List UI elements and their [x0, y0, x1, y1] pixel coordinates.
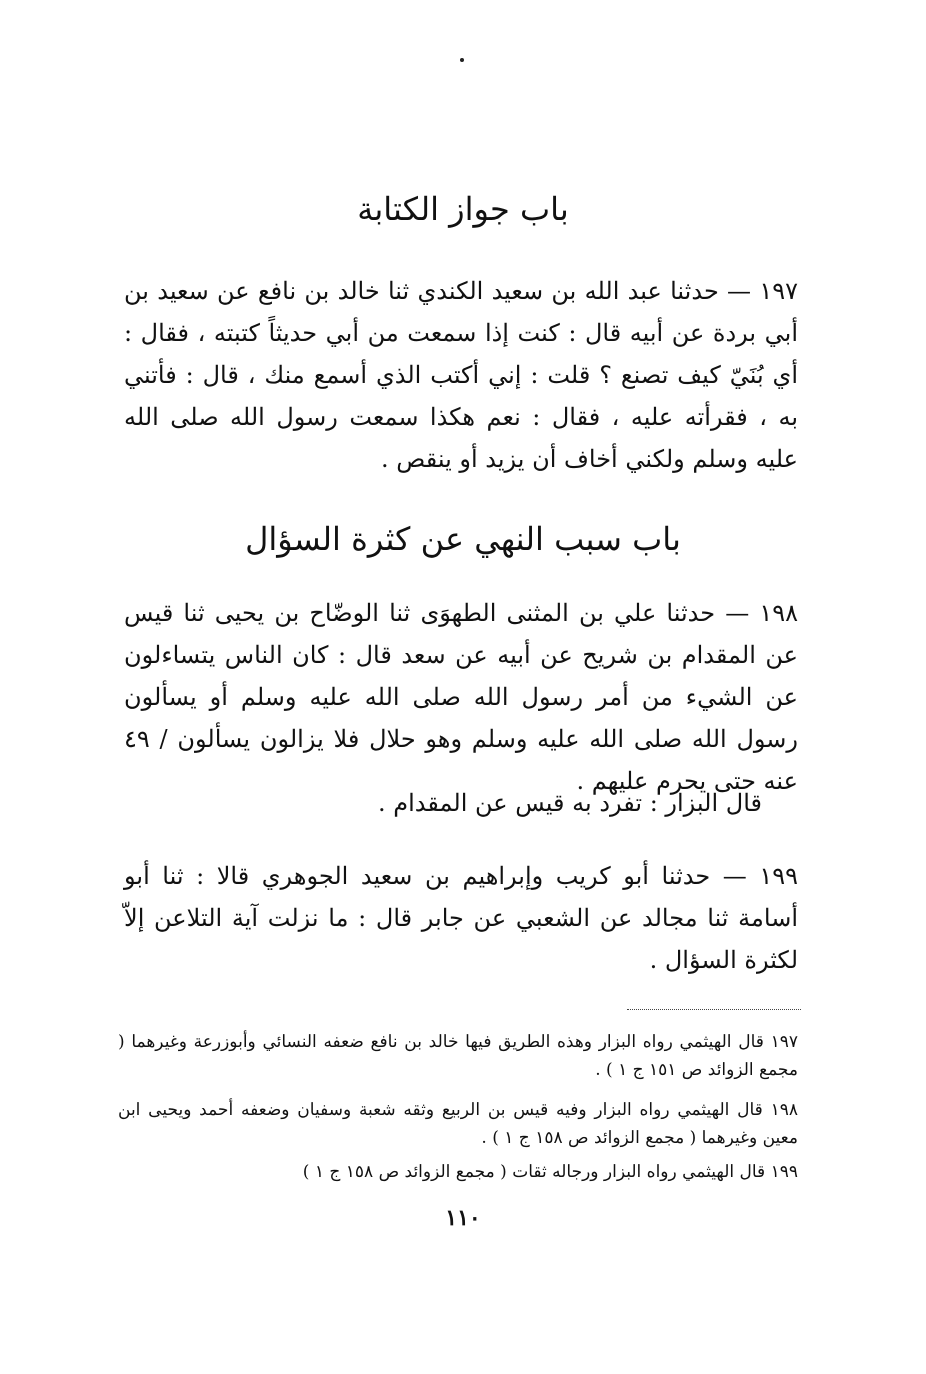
hadith-198: ١٩٨ — حدثنا علي بن المثنى الطهوَى ثنا الوضّاح بن يحيى ثنا قيس عن المقدام بن شريح عن أبيه عن سعد قال : كان الناس يتساءلون عن الشيء من أمر رسول الله صلى الله عليه وسلم أو يسألون رسول الله صلى الله عليه وسلم وهو حلال فلا يزالون يسألون / ٤٩ عنه حتى يحرم عليهم .: [124, 599, 799, 795]
page-number: ١١٠: [445, 1205, 481, 1231]
footnote-197: ١٩٧ قال الهيثمي رواه البزار وهذه الطريق فيها خالد بن نافع ضعفه النسائي وأبوزرعة وغيرهما ( مجمع الزوائد ص ١٥١ ج ١ ) .: [118, 1032, 798, 1080]
chapter-heading-writing: باب جواز الكتابة: [357, 190, 569, 228]
footnote-199: ١٩٩ قال الهيثمي رواه البزار ورجاله ثقات ( مجمع الزوائد ص ١٥٨ ج ١ ): [302, 1162, 798, 1182]
hadith-197: ١٩٧ — حدثنا عبد الله بن سعيد الكندي ثنا خالد بن نافع عن سعيد بن أبي بردة عن أبيه قال : كنت إذا سمعت من أبي حديثاً كتبته ، فقال : أي بُنَيّ كيف تصنع ؟ قلت : إني أكتب الذي أسمع منك ، قال : فأتني به ، فقرأته عليه ، فقال : نعم هكذا سمعت رسول الله صلى الله عليه وسلم ولكني أخاف أن يزيد أو ينقص .: [124, 277, 798, 473]
hadith-199: ١٩٩ — حدثنا أبو كريب وإبراهيم بن سعيد الجوهري قالا : ثنا أبو أسامة ثنا مجالد عن الشعبي عن جابر قال : ما نزلت آية التلاعن إلاّ لكثرة السؤال .: [124, 862, 798, 974]
chapter-heading-questions: باب سبب النهي عن كثرة السؤال: [245, 520, 681, 558]
footnote-198: ١٩٨ قال الهيثمي رواه البزار وفيه قيس بن الربيع وثقه شعبة وسفيان وضعفه أحمد ويحيى ابن معين وغيرهما ( مجمع الزوائد ص ١٥٨ ج ١ ) .: [118, 1100, 798, 1148]
footnote-separator: [627, 1009, 801, 1010]
bazzar-note-198: قال البزار : تفرد به قيس عن المقدام .: [377, 789, 762, 817]
top-dot-mark: [460, 58, 464, 62]
